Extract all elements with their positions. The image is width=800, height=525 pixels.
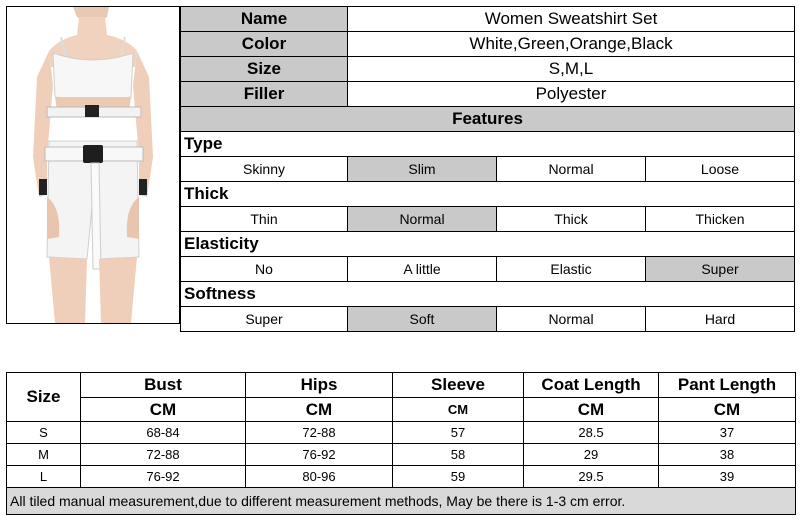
unit-label: CM [393, 398, 524, 422]
column-header-bust: Bust [81, 373, 246, 398]
table-row [7, 466, 796, 488]
feature-option: No [181, 257, 348, 282]
size-cell: S [7, 422, 81, 444]
feature-option: A little [348, 257, 497, 282]
spec-row-filler [181, 82, 795, 107]
feature-options-type [181, 157, 795, 182]
size-column-header: Size [7, 373, 81, 422]
feature-option: Loose [646, 157, 795, 182]
value-cell: 58 [393, 444, 524, 466]
spec-row-color [181, 32, 795, 57]
feature-title: Thick [181, 182, 795, 207]
measurement-note-row [7, 488, 796, 515]
spec-label: Filler [181, 82, 348, 107]
value-cell: 37 [659, 422, 796, 444]
value-cell: 68-84 [81, 422, 246, 444]
value-cell: 29 [524, 444, 659, 466]
value-cell: 76-92 [81, 466, 246, 488]
feature-option: Super [181, 307, 348, 332]
spec-label: Color [181, 32, 348, 57]
feature-options-elasticity [181, 257, 795, 282]
features-header-row [181, 107, 795, 132]
feature-option: Normal [497, 307, 646, 332]
feature-option: Thick [497, 207, 646, 232]
value-cell: 28.5 [524, 422, 659, 444]
column-header-pant-length: Pant Length [659, 373, 796, 398]
feature-option: Normal [497, 157, 646, 182]
value-cell: 57 [393, 422, 524, 444]
unit-label: CM [524, 398, 659, 422]
feature-section-thick [181, 182, 795, 207]
feature-title: Elasticity [181, 232, 795, 257]
spec-label: Size [181, 57, 348, 82]
size-chart-header [7, 373, 796, 398]
feature-section-elasticity [181, 232, 795, 257]
value-cell: 72-88 [246, 422, 393, 444]
column-header-sleeve: Sleeve [393, 373, 524, 398]
product-photo [6, 6, 180, 324]
spec-value: Polyester [348, 82, 795, 107]
table-row [7, 444, 796, 466]
feature-option: Elastic [497, 257, 646, 282]
column-header-hips: Hips [246, 373, 393, 398]
feature-option-selected: Soft [348, 307, 497, 332]
feature-options-thick [181, 207, 795, 232]
measurement-note: All tiled manual measurement,due to different measurement methods, May be there is 1-3 cm error. [7, 488, 796, 515]
size-cell: L [7, 466, 81, 488]
outfit-illustration [7, 7, 179, 323]
value-cell: 76-92 [246, 444, 393, 466]
spec-label: Name [181, 7, 348, 32]
feature-options-softness [181, 307, 795, 332]
feature-option: Thicken [646, 207, 795, 232]
value-cell: 80-96 [246, 466, 393, 488]
spec-value: S,M,L [348, 57, 795, 82]
spec-row-size [181, 57, 795, 82]
product-spec-table [180, 6, 795, 332]
value-cell: 59 [393, 466, 524, 488]
value-cell: 29.5 [524, 466, 659, 488]
value-cell: 38 [659, 444, 796, 466]
size-chart-units [7, 398, 796, 422]
features-header: Features [181, 107, 795, 132]
feature-section-type [181, 132, 795, 157]
feature-option: Thin [181, 207, 348, 232]
unit-label: CM [81, 398, 246, 422]
feature-option: Skinny [181, 157, 348, 182]
feature-option-selected: Normal [348, 207, 497, 232]
unit-label: CM [246, 398, 393, 422]
feature-title: Softness [181, 282, 795, 307]
spec-value: White,Green,Orange,Black [348, 32, 795, 57]
value-cell: 39 [659, 466, 796, 488]
value-cell: 72-88 [81, 444, 246, 466]
spec-row-name [181, 7, 795, 32]
feature-title: Type [181, 132, 795, 157]
spec-value: Women Sweatshirt Set [348, 7, 795, 32]
feature-section-softness [181, 282, 795, 307]
feature-option-selected: Super [646, 257, 795, 282]
size-cell: M [7, 444, 81, 466]
size-chart-table [6, 372, 796, 515]
table-row [7, 422, 796, 444]
column-header-coat-length: Coat Length [524, 373, 659, 398]
feature-option: Hard [646, 307, 795, 332]
feature-option-selected: Slim [348, 157, 497, 182]
unit-label: CM [659, 398, 796, 422]
